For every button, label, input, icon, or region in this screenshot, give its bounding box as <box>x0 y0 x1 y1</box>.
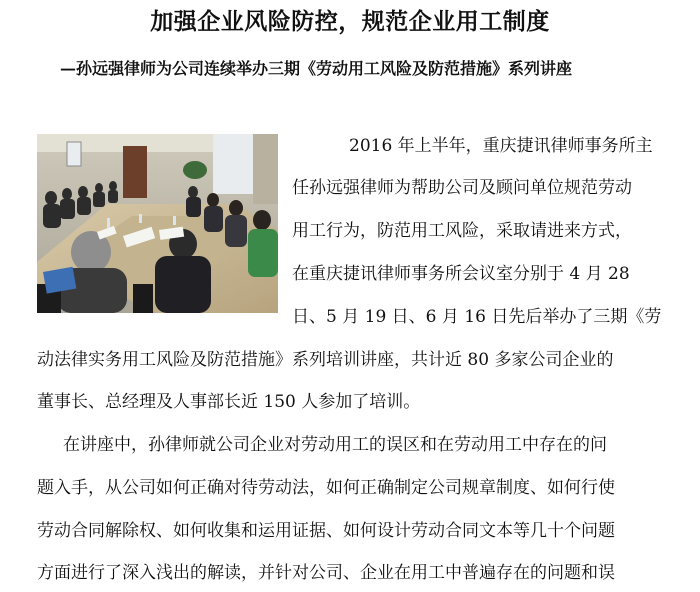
body-line-2: 任孙远强律师为帮助公司及顾问单位规范劳动 <box>292 178 632 198</box>
body-line-6: 动法律实务用工风险及防范措施》系列培训讲座，共计近 80 多家公司企业的 <box>37 350 614 370</box>
body-line-4: 在重庆捷讯律师事务所会议室分别于 4 月 28 <box>292 264 630 284</box>
body-line-7: 董事长、总经理及人事部长近 150 人参加了培训。 <box>37 392 421 412</box>
document-title: 加强企业风险防控，规范企业用工制度 <box>150 8 550 35</box>
body-line-5: 日、5 月 19 日、6 月 16 日先后举办了三期《劳 <box>292 307 662 327</box>
body-line-3: 用工行为，防范用工风险，采取请进来方式， <box>292 221 632 241</box>
document-subtitle: —孙远强律师为公司连续举办三期《劳动用工风险及防范措施》系列讲座 <box>60 59 573 78</box>
body-line-8: 在讲座中，孙律师就公司企业对劳动用工的误区和在劳动用工中存在的问 <box>63 435 607 455</box>
body-line-10: 劳动合同解除权、如何收集和运用证据、如何设计劳动合同文本等几十个问题 <box>37 521 615 541</box>
body-line-11: 方面进行了深入浅出的解读，并针对公司、企业在用工中普遍存在的问题和误 <box>37 563 615 583</box>
body-line-1: 2016 年上半年，重庆捷讯律师事务所主 <box>349 136 653 156</box>
body-line-9: 题入手，从公司如何正确对待劳动法，如何正确制定公司规章制度、如何行使 <box>37 478 615 498</box>
seminar-photo <box>37 134 278 313</box>
